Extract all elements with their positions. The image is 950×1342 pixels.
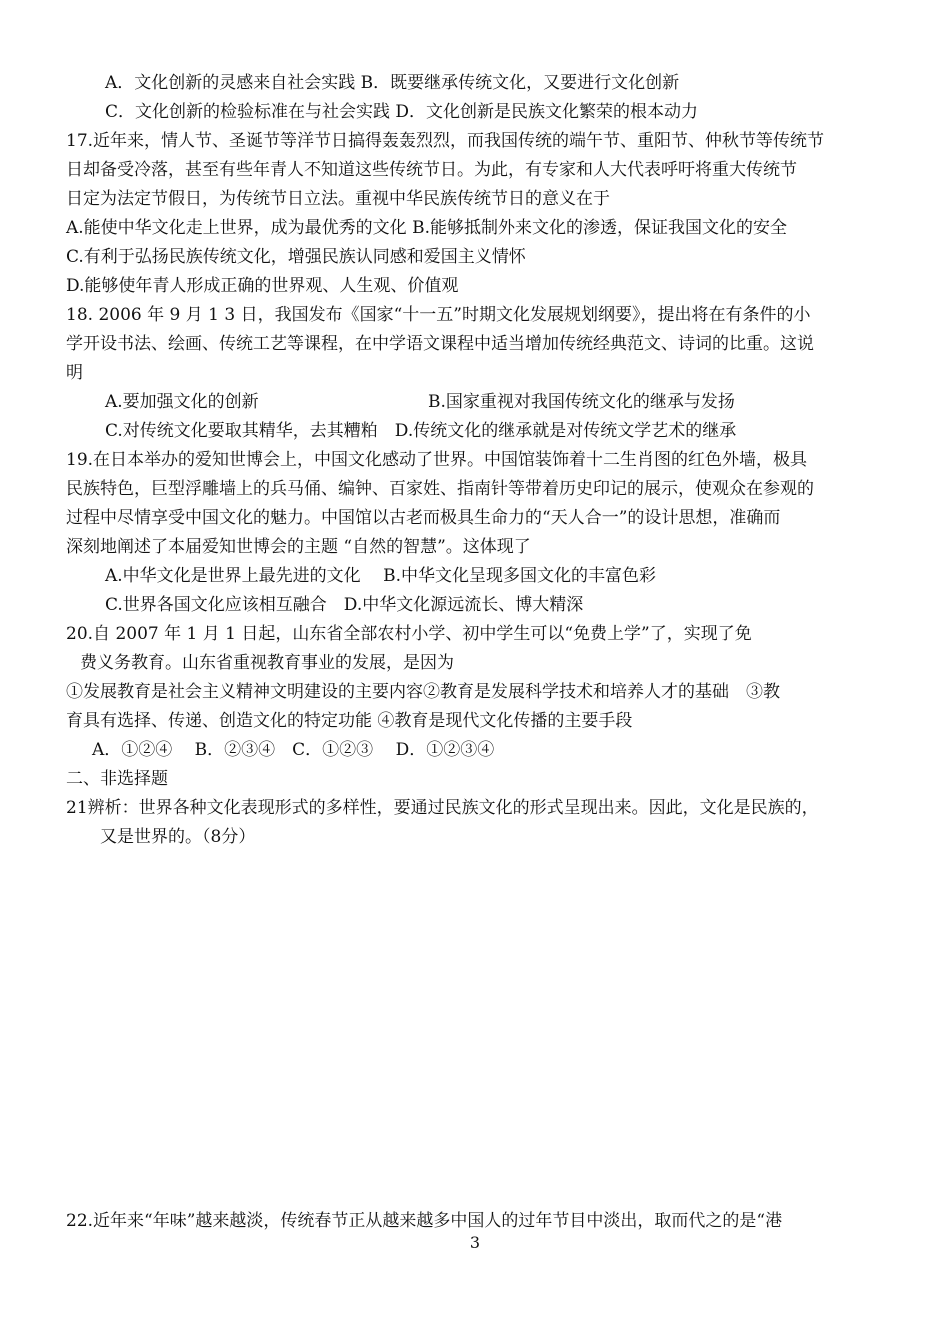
q17-stem-line-2: 日却备受冷落，甚至有些年青人不知道这些传统节日。为此，有专家和人大代表呼吁将重大传统节 xyxy=(66,160,797,180)
q20-stem-line-2: 费义务教育。山东省重视教育事业的发展，是因为 xyxy=(80,653,454,673)
q21-line-2: 又是世界的。（8分） xyxy=(100,827,256,847)
q18-option-a: A.要加强文化的创新 xyxy=(105,392,259,412)
q18-option-b: B.国家重视对我国传统文化的继承与发扬 xyxy=(428,392,735,412)
q19-options-ab: A.中华文化是世界上最先进的文化 B.中华文化呈现多国文化的丰富色彩 xyxy=(105,566,656,586)
page-number: 3 xyxy=(469,1233,481,1252)
q17-option-d: D.能够使年青人形成正确的世界观、人生观、价值观 xyxy=(66,276,459,296)
q19-stem-line-3: 过程中尽情享受中国文化的魅力。中国馆以古老而极具生命力的“天人合一”的设计思想，准确而 xyxy=(66,508,781,528)
q17-option-c: C.有利于弘扬民族传统文化，增强民族认同感和爱国主义情怀 xyxy=(66,247,526,267)
q19-stem-line-1: 19.在日本举办的爱知世博会上，中国文化感动了世界。中国馆装饰着十二生肖图的红色外墙，极具 xyxy=(66,450,808,470)
q20-statements-line-1: ①发展教育是社会主义精神文明建设的主要内容②教育是发展科学技术和培养人才的基础 ③教 xyxy=(66,682,780,702)
section-heading: 二、非选择题 xyxy=(66,769,168,789)
q20-stem-line-1: 20.自 2007 年 1 月 1 日起，山东省全部农村小学、初中学生可以“免费上学”了，实现了免 xyxy=(66,624,752,644)
answer-space[interactable] xyxy=(66,838,886,1168)
q17-stem-line-1: 17.近年来，情人节、圣诞节等洋节日搞得轰轰烈烈，而我国传统的端午节、重阳节、仲秋节等传统节 xyxy=(66,131,825,151)
q20-options: A．①②④ B．②③④ C．①②③ D．①②③④ xyxy=(92,740,495,760)
q18-stem-line-2: 学开设书法、绘画、传统工艺等课程，在中学语文课程中适当增加传统经典范文、诗词的比重。这说 xyxy=(66,334,814,354)
q19-options-cd: C.世界各国文化应该相互融合 D.中华文化源远流长、博大精深 xyxy=(105,595,584,615)
q19-stem-line-4: 深刻地阐述了本届爱知世博会的主题 “自然的智慧”。这体现了 xyxy=(66,537,531,557)
q18-stem-line-1: 18. 2006 年 9 月 1 3 日，我国发布《国家“十一五”时期文化发展规划纲要》，提出将在有条件的小 xyxy=(66,305,811,325)
q17-stem-line-3: 日定为法定节假日，为传统节日立法。重视中华民族传统节日的意义在于 xyxy=(66,189,610,209)
q20-statements-line-2: 育具有选择、传递、创造文化的特定功能 ④教育是现代文化传播的主要手段 xyxy=(66,711,633,731)
q17-options-ab: A.能使中华文化走上世界，成为最优秀的文化 B.能够抵制外来文化的渗透，保证我国文化的安全 xyxy=(66,218,787,238)
q16-options-ab: A．文化创新的灵感来自社会实践 B．既要继承传统文化，又要进行文化创新 xyxy=(105,73,680,93)
q16-options-cd: C．文化创新的检验标准在与社会实践 D．文化创新是民族文化繁荣的根本动力 xyxy=(105,102,699,122)
q18-options-cd: C.对传统文化要取其精华，去其糟粕 D.传统文化的继承就是对传统文学艺术的继承 xyxy=(105,421,737,441)
q22-line-1: 22.近年来“年味”越来越淡，传统春节正从越来越多中国人的过年节目中淡出，取而代之的是“港 xyxy=(66,1211,783,1231)
q21-line-1: 21辨析：世界各种文化表现形式的多样性，要通过民族文化的形式呈现出来。因此，文化是民族的， xyxy=(66,798,819,818)
q18-stem-line-3: 明 xyxy=(66,363,83,383)
q19-stem-line-2: 民族特色，巨型浮雕墙上的兵马俑、编钟、百家姓、指南针等带着历史印记的展示，使观众在参观的 xyxy=(66,479,814,499)
